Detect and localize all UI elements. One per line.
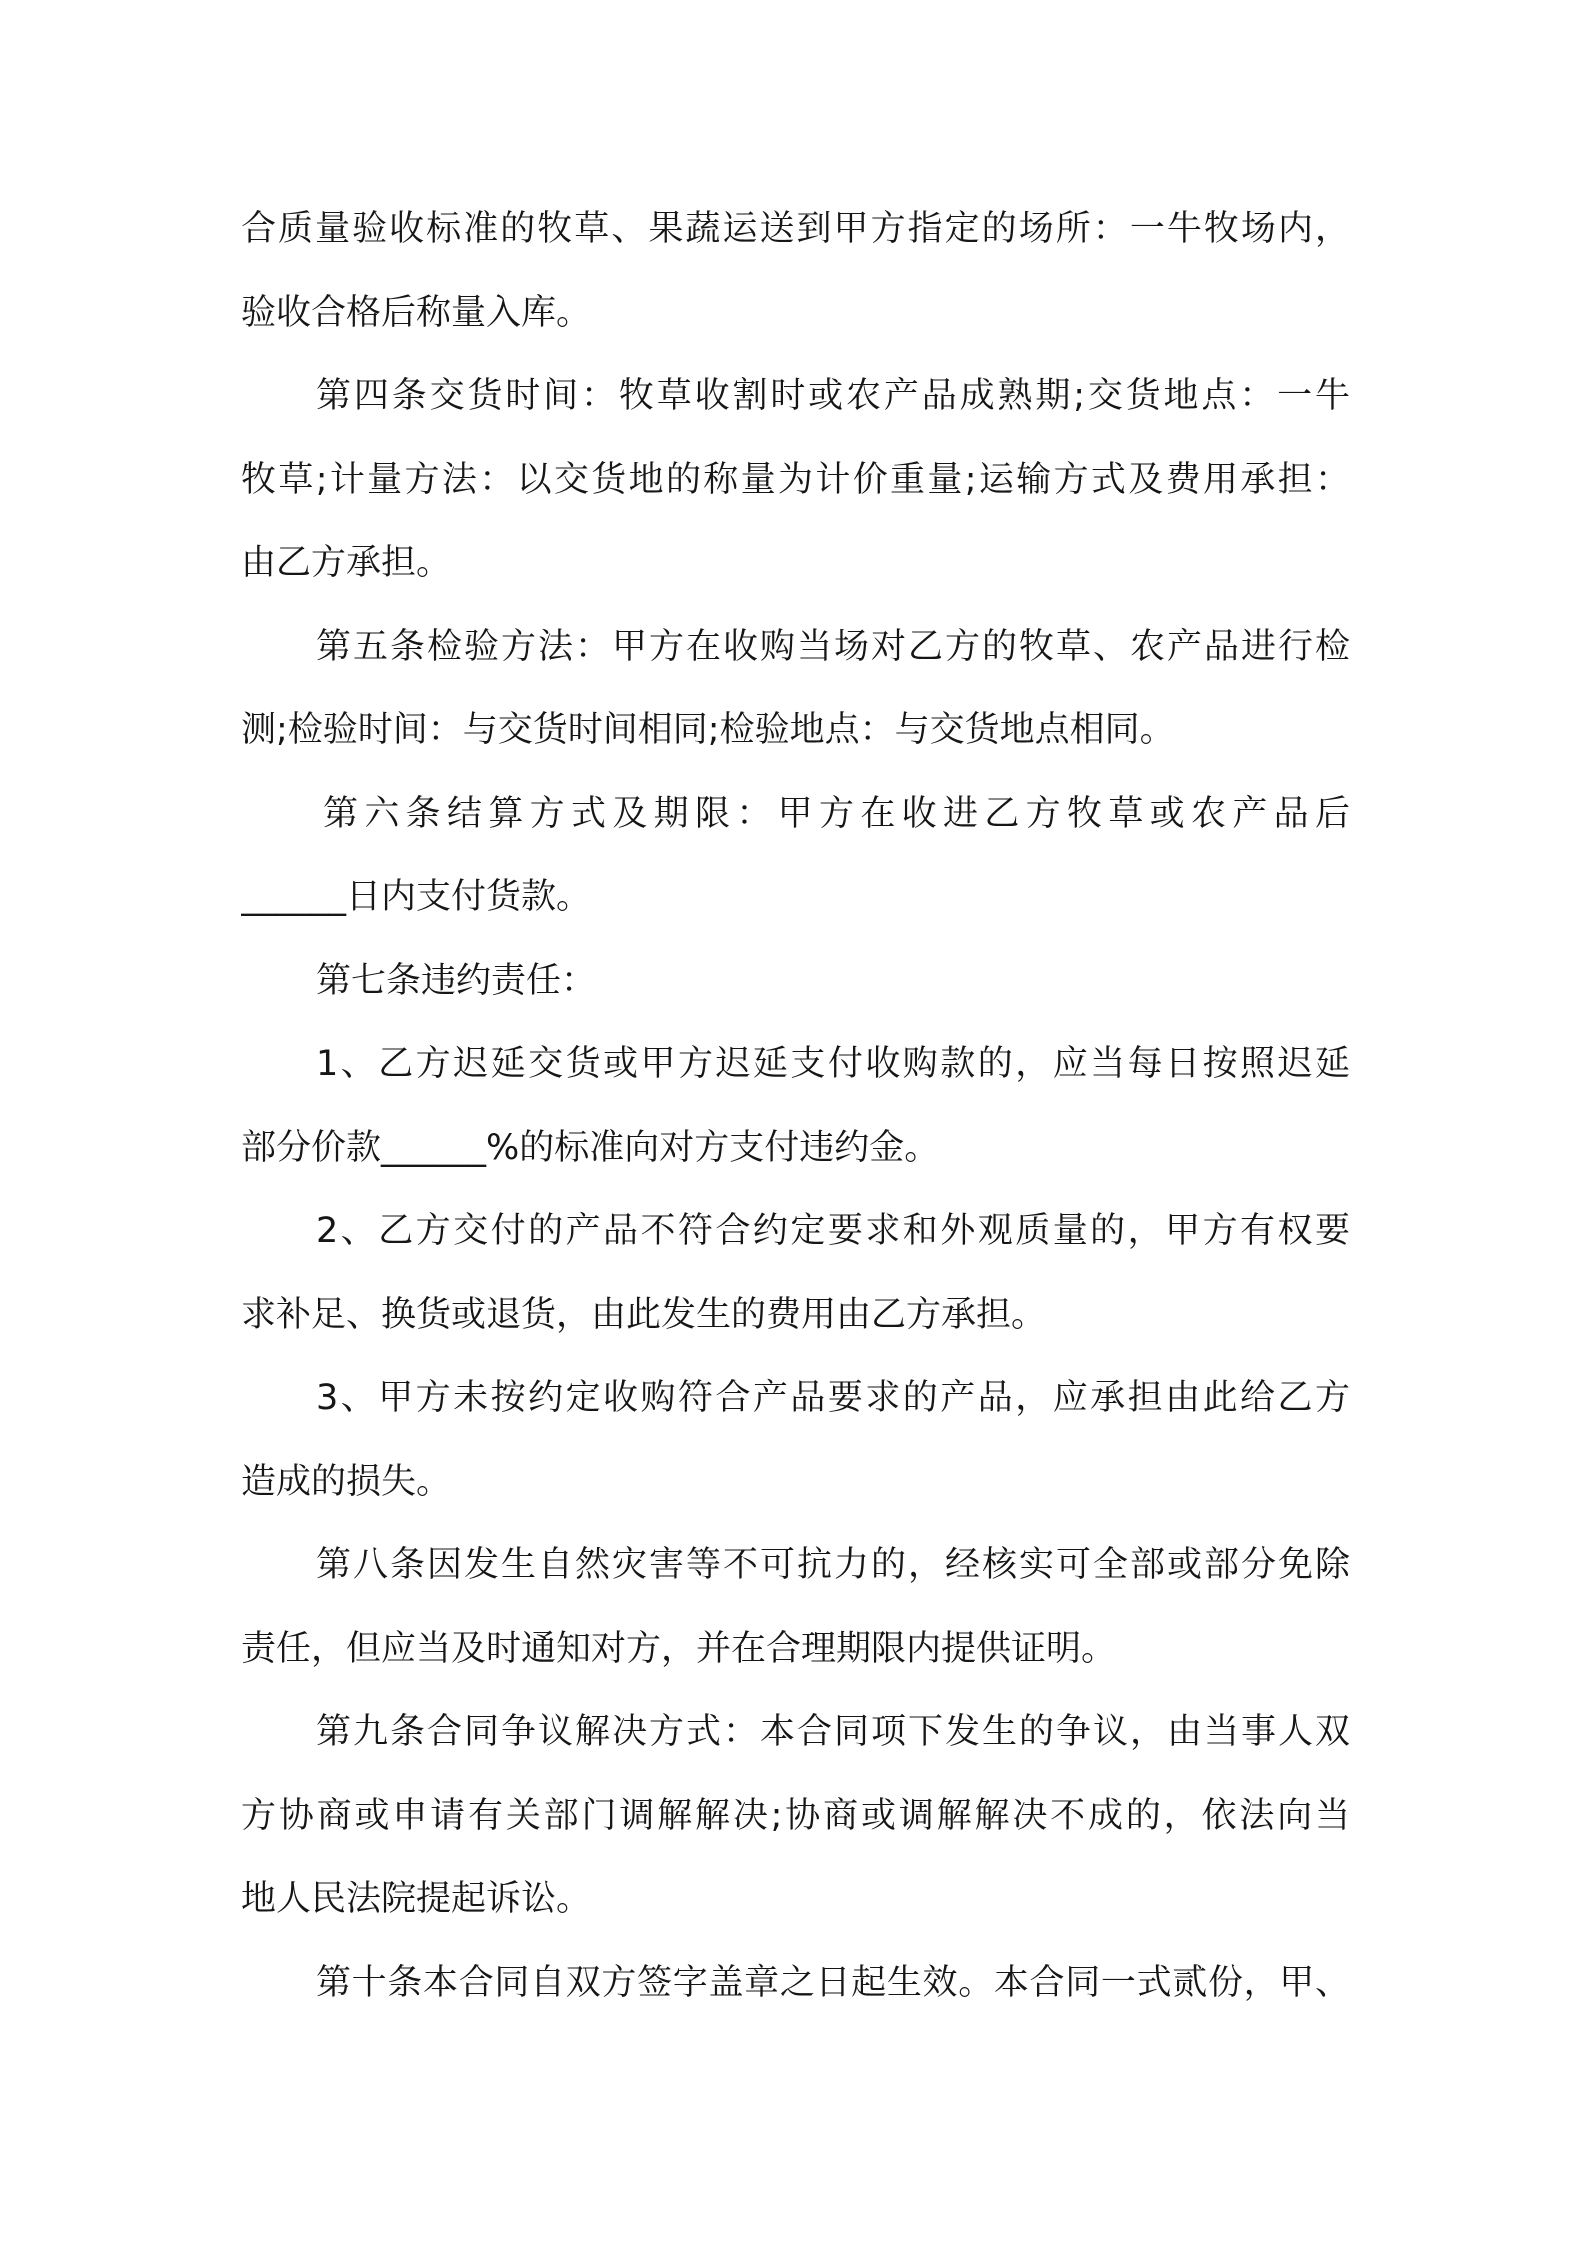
text-line: 责任，但应当及时通知对方，并在合理期限内提供证明。 [241,1628,1117,1669]
article-7-item-1 [241,1023,1350,1190]
text-line: 3、甲方未按约定收购符合产品要求的产品，应承担由此给乙方 [316,1378,1350,1418]
text-line: 第五条检验方法：甲方在收购当场对乙方的牧草、农产品进行检 [316,626,1350,667]
article-5-paragraph [241,606,1350,773]
text-line: 2、乙方交付的产品不符合约定要求和外观质量的，甲方有权要 [316,1211,1350,1251]
text-line: 造成的损失。 [241,1461,452,1502]
text-line: 合质量验收标准的牧草、果蔬运送到甲方指定的场所：一牛牧场内， [241,209,1350,249]
text-line: ______日内支付货款。 [241,877,592,917]
article-7-item-2 [241,1190,1350,1357]
text-line: 部分价款______%的标准向对方支付违约金。 [241,1127,940,1168]
document-body [241,188,1350,2025]
text-line: 验收合格后称量入库。 [241,292,592,333]
text-line: 地人民法院提起诉讼。 [241,1879,592,1919]
text-line: 第六条结算方式及期限：甲方在收进乙方牧草或农产品后 [323,793,1350,834]
article-8-paragraph [241,1524,1350,1691]
article-10-paragraph [241,1942,1350,2026]
article-7-heading [241,940,1350,1024]
text-line: 牧草;计量方法：以交货地的称量为计价重量;运输方式及费用承担： [241,459,1350,500]
article-6-paragraph [241,773,1350,940]
text-line: 第七条违约责任： [316,960,597,1001]
text-line: 第十条本合同自双方签字盖章之日起生效。本合同一式贰份，甲、 [316,1962,1350,2003]
paragraph-continued [241,188,1350,355]
text-line: 第四条交货时间：牧草收割时或农产品成熟期;交货地点：一牛 [316,376,1350,416]
text-line: 方协商或申请有关部门调解解决;协商或调解解决不成的，依法向当 [241,1795,1350,1836]
article-7-item-3 [241,1357,1350,1524]
text-line: 由乙方承担。 [241,543,452,583]
text-line: 第八条因发生自然灾害等不可抗力的，经核实可全部或部分免除 [316,1545,1350,1585]
text-line: 测;检验时间：与交货时间相同;检验地点：与交货地点相同。 [241,710,1175,750]
text-line: 1、乙方迟延交货或甲方迟延支付收购款的，应当每日按照迟延 [316,1044,1350,1084]
article-9-paragraph [241,1691,1350,1942]
text-line: 求补足、换货或退货，由此发生的费用由乙方承担。 [241,1294,1047,1335]
text-line: 第九条合同争议解决方式：本合同项下发生的争议，由当事人双 [316,1712,1350,1752]
article-4-paragraph [241,355,1350,606]
